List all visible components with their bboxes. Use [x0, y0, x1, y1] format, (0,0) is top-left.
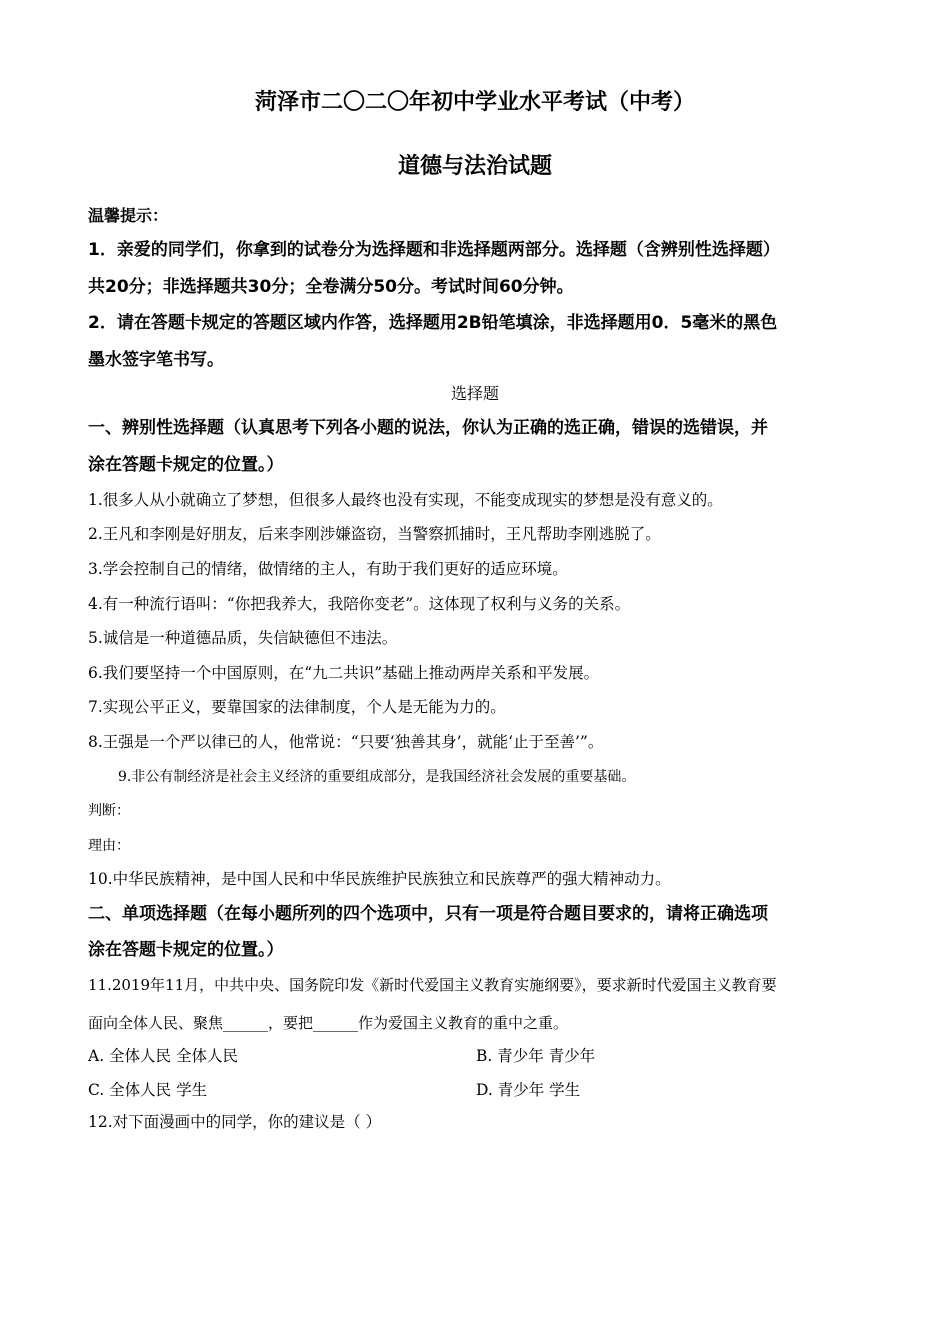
question-12: 12.对下面漫画中的同学，你的建议是（ ）: [88, 1113, 382, 1131]
part2-heading-b: 涂在答题卡规定的位置。）: [88, 940, 284, 960]
notice-line-1a: 1．亲爱的同学们，你拿到的试卷分为选择题和非选择题两部分。选择题（含辨别性选择题）: [88, 240, 780, 260]
option-b: B. 青少年 青少年: [476, 1047, 596, 1065]
reason-label: 理由：: [88, 838, 130, 854]
question-4: 4.有一种流行语叫：“你把我养大，我陪你变老”。这体现了权利与义务的关系。: [88, 595, 631, 613]
option-a: A. 全体人民 全体人民: [88, 1047, 238, 1065]
option-d: D. 青少年 学生: [476, 1081, 581, 1099]
question-6: 6.我们要坚持一个中国原则，在“九二共识”基础上推动两岸关系和平发展。: [88, 664, 600, 682]
notice-line-2b: 墨水签字笔书写。: [88, 350, 224, 370]
question-2: 2.王凡和李刚是好朋友，后来李刚涉嫌盗窃，当警察抓捕时，王凡帮助李刚逃脱了。: [88, 525, 661, 543]
question-11-line-b: 面向全体人民、聚焦______，要把______作为爱国主义教育的重中之重。: [88, 1014, 569, 1032]
question-9: 9.非公有制经济是社会主义经济的重要组成部分，是我国经济社会发展的重要基础。: [118, 769, 636, 785]
option-c: C. 全体人民 学生: [88, 1081, 208, 1099]
question-1: 1.很多人从小就确立了梦想，但很多人最终也没有实现，不能变成现实的梦想是没有意义的。: [88, 491, 723, 509]
question-8: 8.王强是一个严以律已的人，他常说：“只要‘独善其身’，就能‘止于至善’”。: [88, 733, 604, 751]
section-label: 选择题: [450, 384, 499, 403]
question-3: 3.学会控制自己的情绪，做情绪的主人，有助于我们更好的适应环境。: [88, 560, 568, 578]
question-10: 10.中华民族精神，是中国人民和中华民族维护民族独立和民族尊严的强大精神动力。: [88, 870, 671, 888]
question-5: 5.诚信是一种道德品质，失信缺德但不违法。: [88, 629, 398, 647]
notice-line-1b: 共20分；非选择题共30分；全卷满分50分。考试时间60分钟。: [88, 277, 574, 297]
question-11-line-a: 11.2019年11月，中共中央、国务院印发《新时代爱国主义教育实施纲要》，要求新时代爱国主义教育要: [88, 976, 777, 994]
page-subtitle: 道德与法治试题: [397, 154, 552, 179]
part2-heading-a: 二、单项选择题（在每小题所列的四个选项中，只有一项是符合题目要求的，请将正确选项: [88, 904, 768, 924]
notice-line-2a: 2．请在答题卡规定的答题区域内作答，选择题用2B铅笔填涂，非选择题用0．5毫米的黑色: [88, 313, 778, 333]
page-title: 菏泽市二〇二〇年初中学业水平考试（中考）: [254, 90, 695, 115]
part1-heading-b: 涂在答题卡规定的位置。）: [88, 455, 284, 475]
judge-label: 判断：: [88, 803, 130, 819]
notice-heading: 温馨提示：: [88, 206, 169, 225]
part1-heading-a: 一、辨别性选择题（认真思考下列各小题的说法，你认为正确的选正确，错误的选错误，并: [88, 418, 768, 438]
question-7: 7.实现公平正义，要靠国家的法律制度，个人是无能为力的。: [88, 698, 506, 716]
